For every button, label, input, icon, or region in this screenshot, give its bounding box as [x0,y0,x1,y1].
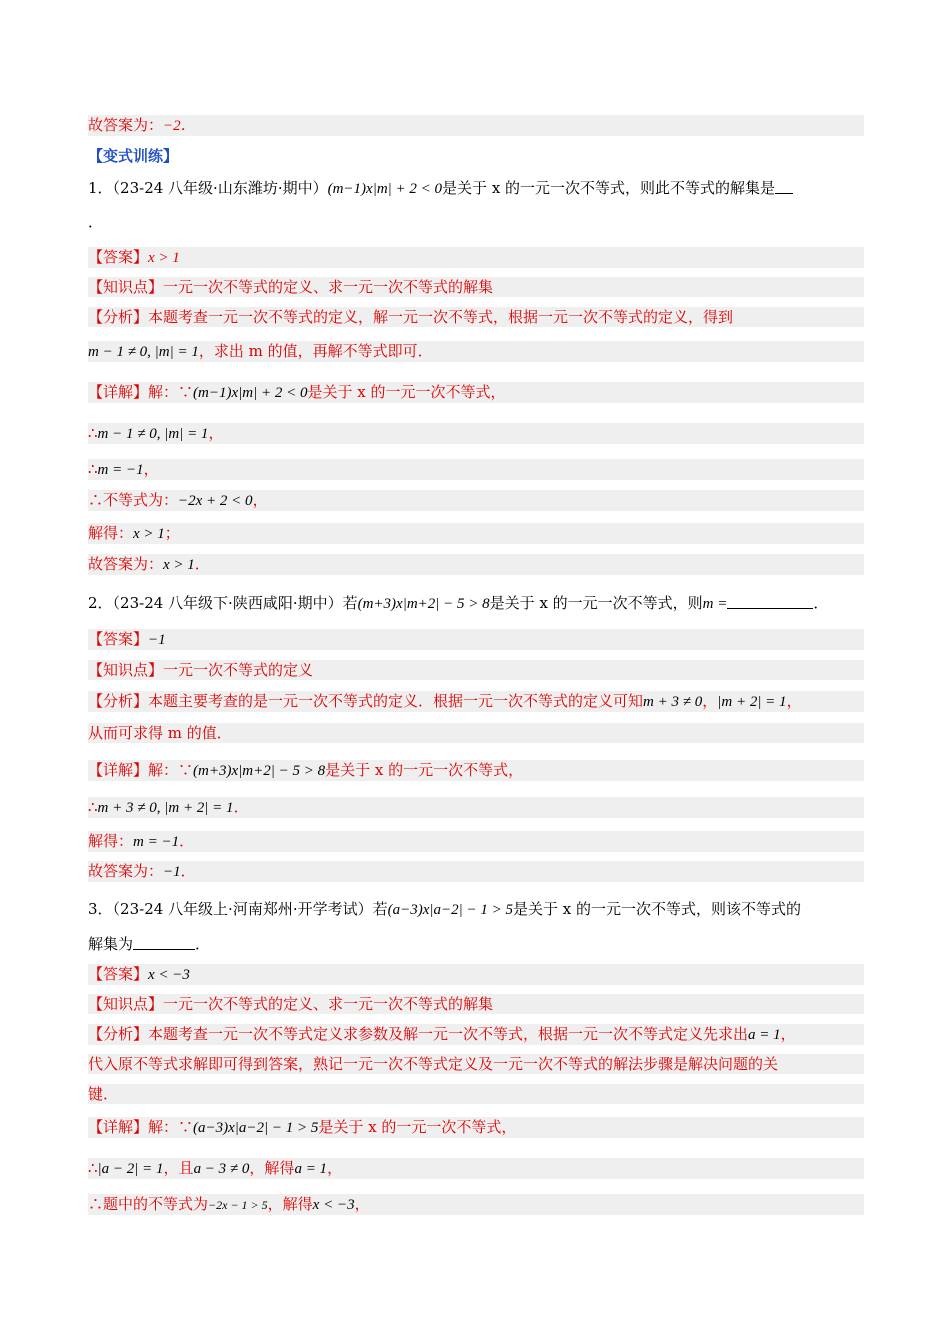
q2-step-1-post: ． [233,798,249,816]
q2-detail-1-pre: 解：∵ [148,761,194,779]
prev-answer-line [88,115,864,136]
q3-answer-line [88,964,864,985]
q3-tail: ． [195,935,211,953]
q1-source: （23-24 八年级·山东潍坊·期中） [112,179,328,197]
q3-step-1-expr-b: a − 3 ≠ 0 [193,1161,250,1177]
q2-source: （23-24 八年级下·陕西咸阳·期中）若 [112,594,358,612]
section-title: 【变式训练】 [88,147,179,165]
therefore-symbol: ∴ [88,491,104,509]
prev-answer-value: −2． [163,118,196,134]
q2-detail-1-expr: (m+3)x|m+2| − 5 > 8 [193,763,326,779]
q2-number: 2． [88,594,113,612]
q3-answer-label: 【答案】 [88,965,149,983]
q1-step-3-expr: −2x + 2 < 0 [178,493,253,509]
q3-text: 是关于 x 的一元一次不等式，则该不等式的 [513,900,801,918]
q3-stem-2 [88,934,864,954]
q2-knowledge: 一元一次不等式的定义 [163,661,314,679]
q1-step-3 [88,490,864,511]
q2-analysis-label: 【分析】 [88,692,149,710]
q2-detail-1-post: 是关于 x 的一元一次不等式， [325,761,524,779]
q3-blank [133,935,195,950]
q3-stem [88,899,864,920]
q3-analysis-end: ， [780,1025,796,1043]
q1-answer-line [88,247,864,268]
q1-step-3-pre: 不等式为： [103,491,179,509]
q2-solve [88,831,864,852]
q1-answer-label: 【答案】 [88,248,149,266]
q1-step-1-expr: m − 1 ≠ 0, |m| = 1 [97,426,209,442]
q1-analysis-1: 本题考查一元一次不等式的定义，解一元一次不等式，根据一元一次不等式的定义，得到 [148,308,734,326]
q1-step-2-expr: m = −1 [97,462,144,478]
q1-detail-label: 【详解】 [88,383,149,401]
q1-final [88,554,864,575]
q3-analysis-line-3: 键． [88,1084,864,1104]
q1-analysis-line-2 [88,341,864,362]
q3-analysis-expr: a = 1 [748,1027,781,1043]
q3-step-1-expr-c: a = 1 [294,1161,328,1177]
q3-expr: (a−3)x|a−2| − 1 > 5 [387,902,513,918]
q2-detail-line-1 [88,760,864,781]
q2-analysis-1: 本题主要考查的是一元一次不等式的定义．根据一元一次不等式的定义可知 [148,692,644,710]
q3-source: （23-24 八年级上·河南郑州·开学考试）若 [112,900,388,918]
q1-detail-1-pre: 解：∵ [148,383,194,401]
q3-step-2-mid: ，解得 [267,1195,313,1213]
q2-step-1-expr: m + 3 ≠ 0, |m + 2| = 1 [97,800,234,816]
q2-analysis-sep: ， [702,692,718,710]
q2-knowledge-label: 【知识点】 [88,661,164,679]
q1-solve-label: 解得： [88,524,134,542]
q1-step-3-post: ， [252,491,268,509]
q1-text: 是关于 x 的一元一次不等式，则此不等式的解集是 [442,179,776,197]
q3-detail-1-expr: (a−3)x|a−2| − 1 > 5 [193,1120,319,1136]
q2-detail-label: 【详解】 [88,761,149,779]
q2-text: 是关于 x 的一元一次不等式，则 [489,594,703,612]
q3-step-2-expr-b: x < −3 [312,1197,355,1213]
q2-answer-line [88,629,864,650]
therefore-symbol: ∴ [88,1159,98,1177]
q3-step-2 [88,1194,864,1215]
q3-analysis-label: 【分析】 [88,1025,149,1043]
prev-answer-label: 故答案为： [88,116,164,134]
q3-analysis-1: 本题考查一元一次不等式定义求参数及解一元一次不等式，根据一元一次不等式定义先求出 [148,1025,749,1043]
q2-stem [88,593,864,614]
therefore-symbol: ∴ [88,424,98,442]
q1-solve-post: ； [164,524,180,542]
q1-analysis-2-expr: m − 1 ≠ 0, |m| = 1 [88,344,199,360]
q1-analysis-label: 【分析】 [88,308,149,326]
q1-final-expr: x > 1 [163,557,195,573]
q2-final [88,861,864,882]
q3-detail-1-post: 是关于 x 的一元一次不等式， [318,1118,517,1136]
q1-step-2 [88,459,864,480]
q3-step-1-post: ， [327,1159,343,1177]
q3-detail-line-1 [88,1117,864,1138]
q2-answer: −1 [148,632,166,648]
q1-tail: ． [88,213,104,231]
q1-analysis-2-text: ，求出 m 的值，再解不等式即可． [198,342,433,360]
q2-solve-post: ． [179,832,195,850]
q3-analysis-line-2: 代入原不等式求解即可得到答案，熟记一元一次不等式定义及一元一次不等式的解法步骤是解决问题的关 [88,1054,864,1074]
q1-detail-1-expr: (m−1)x|m| + 2 < 0 [193,385,308,401]
q3-step-1 [88,1158,864,1179]
q1-blank [775,179,793,194]
q2-analysis-end: ， [786,692,802,710]
q3-step-1-mid: ，且 [163,1159,194,1177]
q2-analysis-expr-a: m + 3 ≠ 0 [643,694,703,710]
q2-knowledge-line [88,660,864,680]
q1-number: 1． [88,179,113,197]
q3-step-1-mid2: ，解得 [249,1159,295,1177]
q2-solve-label: 解得： [88,832,134,850]
q1-knowledge-label: 【知识点】 [88,278,164,296]
q1-knowledge-line [88,277,864,297]
q2-final-expr: −1 [163,864,181,880]
q1-final-post: ． [194,555,210,573]
q3-text-2: 解集为 [88,935,134,953]
q3-number: 3． [88,900,113,918]
therefore-symbol: ∴ [88,1195,104,1213]
q1-step-2-post: ， [143,460,159,478]
q1-step-1-post: ， [208,424,224,442]
q3-detail-1-pre: 解：∵ [148,1118,194,1136]
q1-stem [88,178,864,199]
q2-final-post: ． [180,862,196,880]
q3-knowledge: 一元一次不等式的定义、求一元一次不等式的解集 [163,995,494,1013]
q1-solve-expr: x > 1 [133,526,165,542]
q2-analysis-line-2: 从而可求得 m 的值． [88,723,864,743]
q1-expr: (m−1)x|m| + 2 < 0 [327,181,443,197]
q2-analysis-line-1 [88,691,864,712]
q2-expr: (m+3)x|m+2| − 5 > 8 [357,596,490,612]
q1-answer: x > 1 [148,250,180,266]
q3-analysis-line-1 [88,1024,864,1045]
q3-knowledge-label: 【知识点】 [88,995,164,1013]
q2-solve-expr: m = −1 [133,834,180,850]
q2-final-label: 故答案为： [88,862,164,880]
q2-analysis-expr-b: |m + 2| = 1 [717,694,787,710]
q3-knowledge-line [88,994,864,1014]
q3-answer: x < −3 [148,967,190,983]
therefore-symbol: ∴ [88,798,98,816]
q2-blank-prefix: m = [702,596,728,612]
q3-step-2-post: ， [354,1195,370,1213]
q2-tail: ． [813,594,829,612]
q1-step-1 [88,423,864,444]
q1-knowledge: 一元一次不等式的定义、求一元一次不等式的解集 [163,278,494,296]
therefore-symbol: ∴ [88,460,98,478]
q2-blank [727,594,813,609]
q1-detail-1-post: 是关于 x 的一元一次不等式， [307,383,506,401]
q1-detail-line-1 [88,382,864,403]
q3-step-2-pre: 题中的不等式为 [103,1195,209,1213]
q1-final-label: 故答案为： [88,555,164,573]
q2-answer-label: 【答案】 [88,630,149,648]
q3-detail-label: 【详解】 [88,1118,149,1136]
q1-solve [88,523,864,544]
q3-step-1-expr: |a − 2| = 1 [97,1161,164,1177]
q3-step-2-expr: −2x − 1 > 5 [208,1198,268,1212]
q2-step-1 [88,797,864,818]
q1-analysis-line-1 [88,307,864,327]
